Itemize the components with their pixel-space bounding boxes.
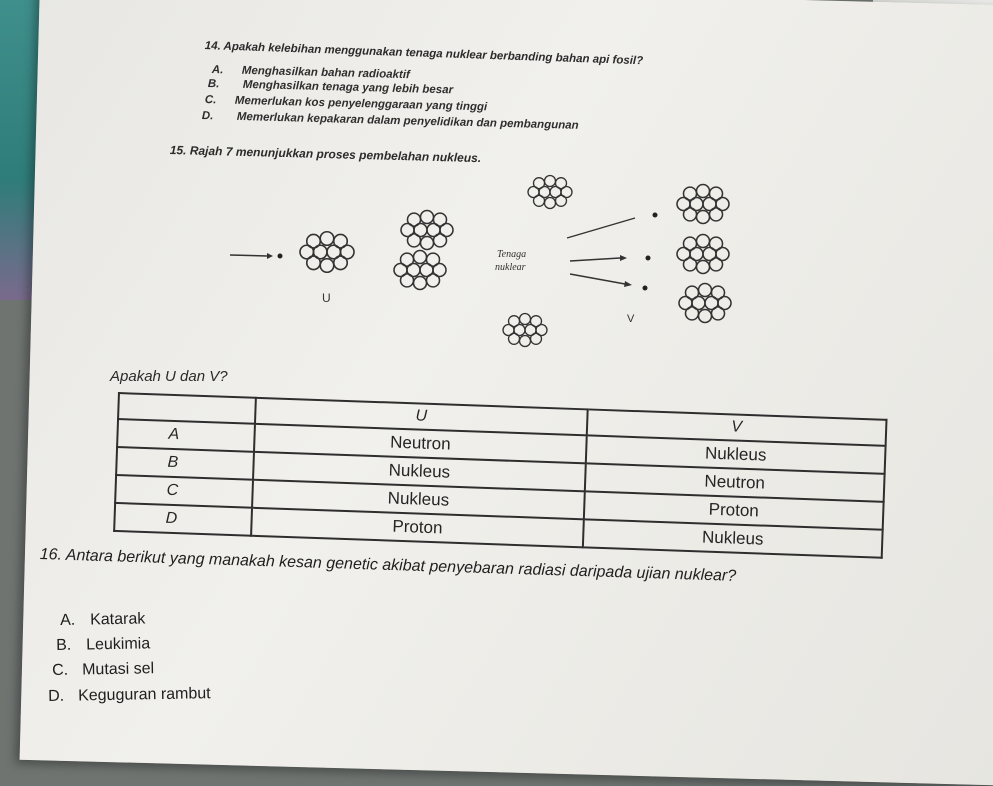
target-nucleus bbox=[300, 232, 354, 273]
answer-table bbox=[113, 392, 887, 559]
question-14: 14. Apakah kelebihan menggunakan tenaga nuklear berbanding bahan api fosil? bbox=[204, 40, 644, 68]
arrowhead-icon bbox=[620, 255, 627, 261]
product-nucleus-top bbox=[528, 176, 572, 209]
particle-v bbox=[653, 213, 658, 218]
option-text: Mutasi sel bbox=[81, 660, 155, 679]
label-u: U bbox=[322, 291, 331, 305]
incoming-arrow bbox=[230, 255, 267, 256]
emission-arrow bbox=[570, 274, 625, 284]
option-letter: D. bbox=[201, 110, 214, 123]
row-label: B bbox=[116, 447, 254, 480]
option-text: Katarak bbox=[89, 610, 146, 629]
option-text: Leukimia bbox=[85, 635, 151, 654]
cell-v: Proton bbox=[584, 491, 884, 530]
emission-arrow bbox=[570, 258, 620, 261]
particle-v bbox=[643, 286, 648, 291]
particle-u bbox=[278, 254, 283, 259]
right-nucleus-2 bbox=[677, 235, 729, 274]
q16-option-b bbox=[56, 635, 150, 655]
option-text: Memerlukan kos penyelenggaraan yang tinggi bbox=[234, 94, 488, 114]
q14-option-d bbox=[202, 110, 579, 132]
q16-option-a bbox=[60, 611, 145, 630]
emission-arrow bbox=[567, 218, 635, 238]
splitting-nucleus-top bbox=[401, 211, 453, 250]
question-prompt: Apakah U dan V? bbox=[110, 368, 228, 385]
right-nucleus-1 bbox=[677, 185, 729, 224]
option-text: Keguguran rambut bbox=[77, 685, 211, 705]
energy-label: nuklear bbox=[495, 262, 526, 273]
option-text: Memerlukan kepakaran dalam penyelidikan dan pembangunan bbox=[236, 110, 579, 132]
question-16: 16. Antara berikut yang manakah kesan genetic akibat penyebaran radiasi daripada ujian nuklear? bbox=[39, 546, 737, 585]
q16-option-d bbox=[48, 685, 211, 706]
row-label: D bbox=[114, 503, 252, 536]
option-text: Menghasilkan bahan radioaktif bbox=[241, 64, 411, 82]
option-letter: D. bbox=[48, 687, 65, 705]
cell-u: Nukleus bbox=[252, 480, 585, 520]
header-v: V bbox=[587, 409, 887, 445]
splitting-nucleus-bottom bbox=[394, 251, 446, 290]
cell-u: Neutron bbox=[254, 423, 587, 463]
label-v: V bbox=[627, 313, 635, 325]
row-label: C bbox=[115, 475, 253, 508]
product-nucleus-bottom bbox=[503, 314, 547, 347]
cell-v: Neutron bbox=[585, 463, 885, 502]
particle-v bbox=[646, 256, 651, 261]
nuclear-fission-diagram bbox=[215, 170, 755, 360]
cell-v: Nukleus bbox=[583, 519, 883, 558]
q16-option-c bbox=[52, 660, 154, 680]
energy-label: Tenaga bbox=[497, 249, 527, 260]
option-letter: B. bbox=[207, 78, 220, 91]
right-nucleus-3 bbox=[679, 284, 731, 323]
cell-u: Nukleus bbox=[253, 451, 586, 491]
row-label: A bbox=[117, 419, 255, 452]
option-letter: A. bbox=[60, 611, 76, 629]
arrowhead-icon bbox=[624, 281, 632, 287]
option-letter: B. bbox=[56, 636, 72, 654]
option-letter: C. bbox=[204, 94, 217, 107]
arrowhead-icon bbox=[267, 253, 273, 259]
cell-v: Nukleus bbox=[586, 435, 886, 474]
header-u: U bbox=[255, 398, 588, 435]
cell-u: Proton bbox=[251, 508, 584, 548]
option-text: Menghasilkan tenaga yang lebih besar bbox=[242, 78, 454, 97]
q14-option-b bbox=[208, 78, 453, 96]
question-15: 15. Rajah 7 menunjukkan proses pembelahan nukleus. bbox=[169, 143, 482, 166]
option-letter: C. bbox=[52, 661, 69, 679]
option-letter: A. bbox=[211, 64, 224, 77]
